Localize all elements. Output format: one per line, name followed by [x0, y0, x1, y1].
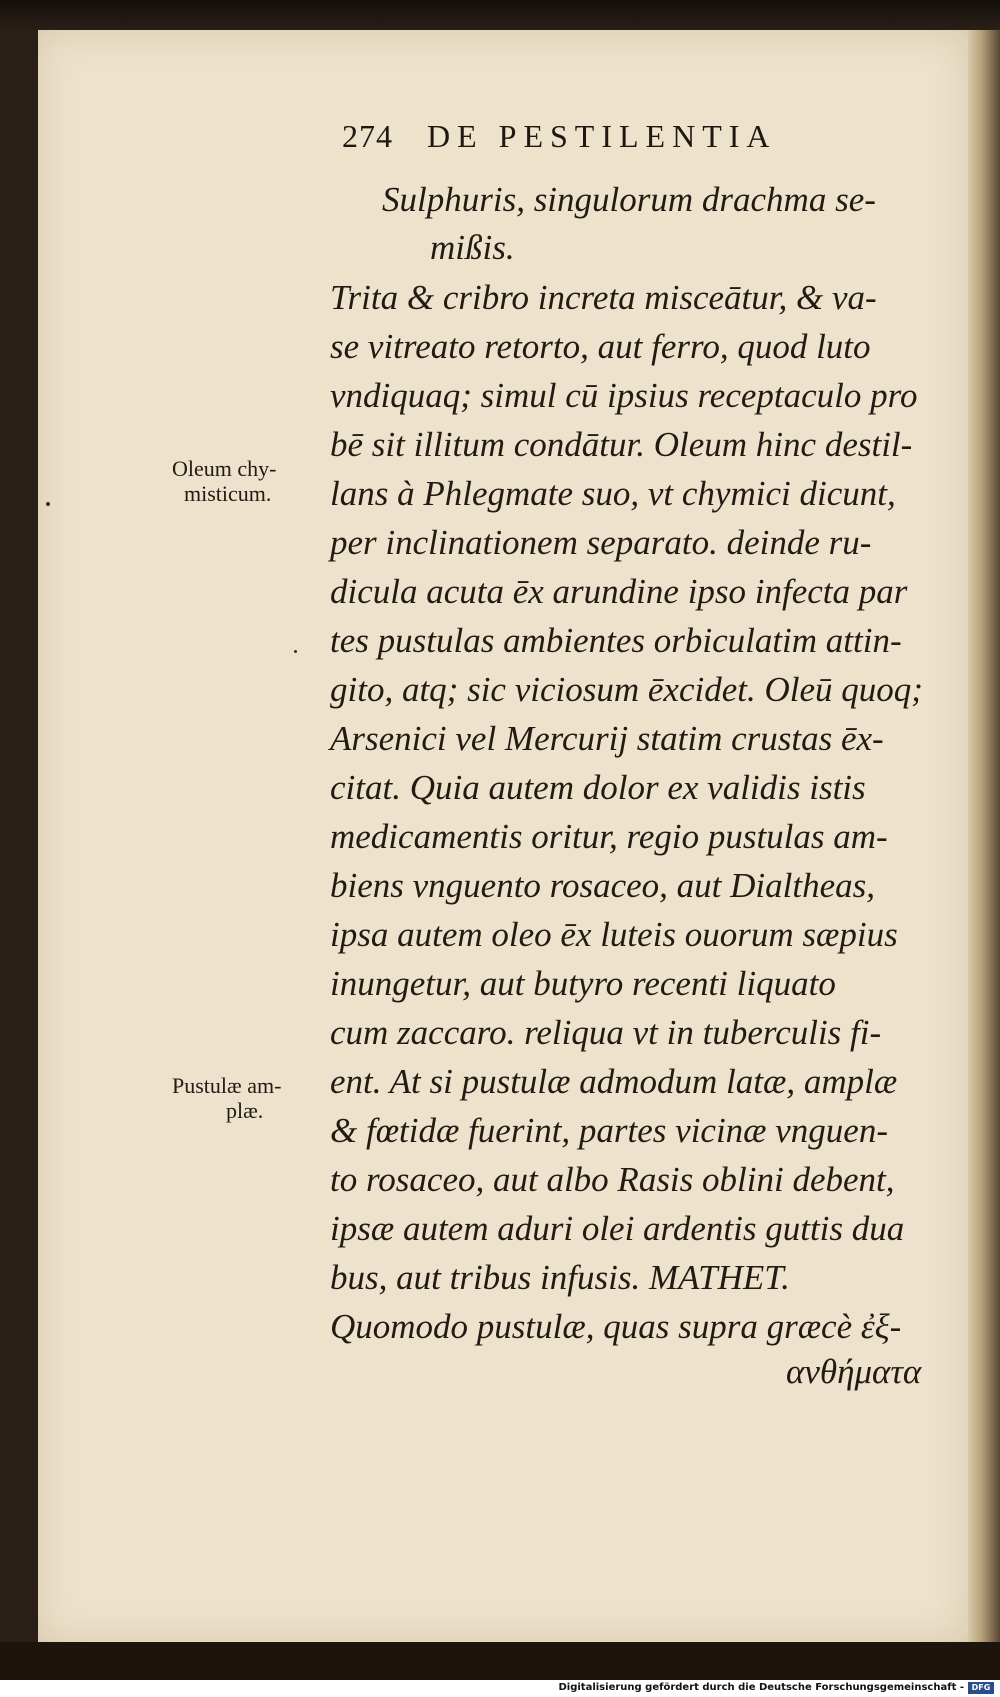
margin-note-oleum	[172, 456, 276, 506]
page-number: 274	[342, 118, 393, 154]
top-edge	[0, 0, 1000, 30]
digitization-credit: Digitalisierung gefördert durch die Deutsche Forschungsgemeinschaft -	[558, 1682, 964, 1693]
ink-speck	[294, 650, 297, 653]
text-line: lans à Phlegmate suo, vt chymici dicunt,	[330, 474, 896, 513]
text-line: dicula acuta ēx arundine ipso infecta par	[330, 572, 908, 611]
text-line: se vitreato retorto, aut ferro, quod luto	[330, 327, 871, 366]
dfg-logo: DFG	[968, 1682, 994, 1694]
text-line: inungetur, aut butyro recenti liquato	[330, 964, 836, 1003]
text-line: ipsæ autem aduri olei ardentis guttis dua	[330, 1209, 905, 1248]
text-line: biens vnguento rosaceo, aut Dialtheas,	[330, 866, 876, 905]
text-line: per inclinationem separato. deinde ru-	[330, 523, 872, 562]
text-line: bus, aut tribus infusis. MATHET.	[330, 1258, 790, 1297]
text-line: mißis.	[430, 228, 515, 267]
text-line: cum zaccaro. reliqua vt in tuberculis fi-	[330, 1013, 882, 1052]
margin-note-line: misticum.	[184, 481, 272, 506]
text-line: Arsenici vel Mercurij statim crustas ēx-	[330, 719, 884, 758]
text-line: & fœtidæ fuerint, partes vicinæ vnguen-	[330, 1111, 889, 1150]
running-title: DE PESTILENTIA	[427, 118, 777, 154]
text-line: to rosaceo, aut albo Rasis oblini debent,	[330, 1160, 895, 1199]
text-line: bē sit illitum condātur. Oleum hinc destil-	[330, 425, 913, 464]
page-fore-edge	[968, 30, 1000, 1642]
text-line: citat. Quia autem dolor ex validis istis	[330, 768, 866, 807]
running-header	[342, 118, 777, 155]
ink-speck	[46, 502, 50, 506]
margin-note-pustulae	[172, 1073, 281, 1123]
text-line: gito, atq; sic viciosum ēxcidet. Oleū quoq;	[330, 670, 923, 709]
text-line: ent. At si pustulæ admodum latæ, amplæ	[330, 1062, 898, 1101]
scan-bottom-edge	[0, 1642, 1000, 1680]
text-line: Quomodo pustulæ, quas supra græcè ἐξ-	[330, 1307, 902, 1346]
margin-note-line: Oleum chy-	[172, 456, 277, 481]
text-line: ανθήματα	[786, 1352, 922, 1391]
text-line: tes pustulas ambientes orbiculatim attin-	[330, 621, 902, 660]
text-line: Trita & cribro increta misceātur, & va-	[330, 278, 877, 317]
text-line: medicamentis oritur, regio pustulas am-	[330, 817, 888, 856]
margin-note-line: Pustulæ am-	[172, 1073, 282, 1098]
margin-note-line: plæ.	[226, 1098, 264, 1123]
text-line: Sulphuris, singulorum drachma se-	[382, 180, 876, 219]
text-line: ipsa autem oleo ēx luteis ouorum sæpius	[330, 915, 898, 954]
text-line: vndiquaq; simul cū ipsius receptaculo pro	[330, 376, 918, 415]
